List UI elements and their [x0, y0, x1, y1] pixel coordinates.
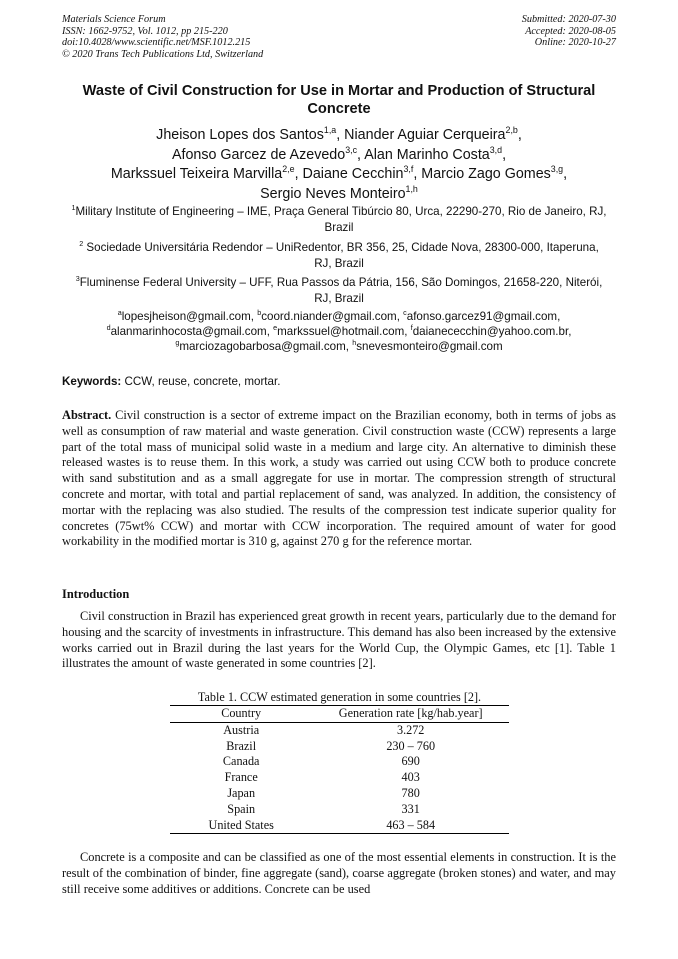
affiliation-number: 2	[79, 239, 84, 249]
author-affil-mark: 3,f	[403, 164, 414, 175]
author-affil-mark: 2,e	[282, 164, 295, 175]
email-link[interactable]: snevesmonteiro@gmail.com	[356, 340, 503, 353]
email-mark: a	[117, 308, 122, 318]
author-affil-mark: 3,d	[489, 144, 503, 155]
email-link[interactable]: afonso.garcez91@gmail.com	[406, 310, 558, 323]
keywords-label: Keywords:	[62, 375, 122, 388]
country-cell: Japan	[227, 785, 256, 800]
rate-cell: 780	[401, 785, 420, 800]
country-cell: Canada	[222, 754, 260, 769]
email-mark: g	[175, 338, 180, 348]
author-affil-mark: 3,c	[345, 144, 358, 155]
column-header: Country	[170, 706, 312, 723]
affiliation-number: 1	[71, 203, 76, 213]
submission-dates	[522, 14, 616, 49]
introduction-paragraph: Civil construction in Brazil has experienced great growth in recent years, particularly due to the demand for housing and the scarcity of investments in infrastructure. This demand has also been increased by the extensive works carried out in Brazil during the last years for the World Cup, the Olympic Games, etc [1]. Table 1 illustrates the amount of waste generated in some countries [2].	[62, 609, 616, 671]
email-link[interactable]: alanmarinhocosta@gmail.com	[110, 325, 267, 338]
author-affil-mark: 3,g	[550, 164, 564, 175]
paper-title: Waste of Civil Construction for Use in Mortar and Production of Structural Concrete	[82, 83, 596, 117]
author-name: Jheison Lopes dos Santos	[156, 127, 324, 143]
author-name: Sergio Neves Monteiro	[260, 185, 406, 202]
rate-cell: 463 – 584	[386, 817, 436, 832]
column-header: Generation rate [kg/hab.year]	[312, 706, 509, 723]
email-link[interactable]: coord.niander@gmail.com	[261, 310, 397, 323]
keywords	[62, 375, 616, 388]
email-mark: b	[257, 308, 262, 318]
country-cell: United States	[208, 817, 274, 832]
author-name: Niander Aguiar Cerqueira	[344, 127, 506, 143]
ccw-generation-table	[170, 705, 509, 834]
journal-info	[62, 14, 263, 60]
author-affil-mark: 1,a	[323, 125, 337, 136]
email-mark: d	[106, 323, 111, 333]
email-link[interactable]: daianececchin@yahoo.com.br	[412, 325, 569, 338]
doi-line: doi:10.4028/www.scientific.net/MSF.1012.215	[62, 37, 251, 49]
abstract	[62, 408, 616, 550]
email-mark: e	[273, 323, 278, 333]
abstract-text: Civil construction is a sector of extreme impact on the Brazilian economy, both in terms of jobs as well as consumption of raw material and waste generation. Civil construction waste (CCW) represents a large part of the total mass of municipal solid waste in a medium and large city. An alternative to diminish these released wastes is to reuse them. In this work, a study was carried out using CCW both to produce concrete with sand substitution and as a small aggregate for use in mortar. The compression strength of structural concrete and mortar, with total and partial replacement of sand, was analyzed. In addition, the consistency of mortar with the replacing was also studied. The results of the compression test indicate superior quality for concretes (75wt% CCW) and mortar with CCW incorporation. The required amount of water for good workability in the modified mortar is 310 g, against 270 g for the reference mortar.	[62, 408, 616, 549]
country-cell: Austria	[223, 722, 260, 737]
author-list: Jheison Lopes dos Santos$^{1,a}$, Niander Aguiar Cerqueira$^{2,b}$, Afonso Garcez de Azevedo$^{3,c}$, Alan Marinho Costa$^{3,d}$, Markssuel Teixeira Marvilla$^{2,e}$, Daiane Cecchin$^{3,f}$, Marcio Zago Gomes$^{3,g}$, Sergio Neves Monteiro$^{1,h}$	[110, 125, 568, 202]
accepted-date: Accepted: 2020-08-05	[525, 25, 616, 37]
online-date: Online: 2020-10-27	[534, 37, 616, 49]
email-link[interactable]: lopesjheison@gmail.com	[121, 310, 251, 323]
table-row	[170, 802, 509, 818]
email-mark: f	[410, 323, 413, 333]
table-row	[170, 818, 509, 834]
country-cell: Spain	[227, 801, 256, 816]
rate-cell: 403	[401, 770, 420, 785]
affiliation-text: Sociedade Universitária Redendor – UniRedentor, BR 356, 25, Cidade Nova, 28300-000, Itaperuna, RJ, Brazil	[83, 241, 599, 270]
table-row	[170, 739, 509, 755]
table-header-row	[170, 706, 509, 723]
table-row	[170, 770, 509, 786]
author-name: Daiane Cecchin	[302, 166, 404, 182]
author-name: Markssuel Teixeira Marvilla	[110, 166, 283, 182]
rate-cell: 230 – 760	[386, 738, 436, 753]
concrete-paragraph: Concrete is a composite and can be classified as one of the most essential elements in construction. It is the result of the combination of binder, fine aggregate (sand), coarse aggregate (broken stones) and water, and may still receive some additives or additions. Concrete can be used	[62, 850, 616, 896]
country-cell: Brazil	[226, 738, 257, 753]
rate-cell: 331	[401, 801, 420, 816]
introduction-heading: Introduction	[62, 587, 130, 601]
affiliation-number: 3	[75, 274, 80, 284]
table-caption: Table 1. CCW estimated generation in some countries [2].	[197, 690, 482, 704]
email-list: $^a$lopesjheison@gmail.com, $^b$coord.niander@gmail.com, $^c$afonso.garcez91@gmail.com, $^d$alanmarinhocosta@gmail.com, $^e$markssuel@hotmail.com, $^f$daianececchin@yahoo.com.br, $^g$marciozagobarbosa@gmail.com, $^h$snevesmonteiro@gmail.com	[106, 308, 572, 353]
copyright-line: © 2020 Trans Tech Publications Ltd, Switzerland	[62, 48, 264, 60]
author-affil-mark: 2,b	[505, 125, 518, 136]
rate-cell: 3.272	[396, 722, 425, 737]
table-row	[170, 754, 509, 770]
email-mark: c	[403, 308, 407, 318]
email-mark: h	[352, 338, 357, 348]
author-affil-mark: 1,h	[405, 183, 418, 194]
author-name: Alan Marinho Costa	[364, 146, 490, 163]
keywords-text: CCW, reuse, concrete, mortar.	[121, 375, 281, 388]
table-1	[170, 690, 509, 834]
table-row	[170, 722, 509, 738]
rate-cell: 690	[401, 754, 420, 769]
affiliation-2	[70, 240, 608, 272]
affiliation-text: Fluminense Federal University – UFF, Rua Passos da Pátria, 156, São Domingos, 21658-220, Niterói, RJ, Brazil	[79, 276, 603, 305]
author-name: Afonso Garcez de Azevedo	[171, 146, 346, 163]
submitted-date: Submitted: 2020-07-30	[521, 14, 616, 25]
affiliation-text: Military Institute of Engineering – IME, Praça General Tibúrcio 80, Urca, 22290-270, Rio de Janeiro, RJ, Brazil	[75, 205, 607, 234]
email-link[interactable]: marciozagobarbosa@gmail.com	[179, 340, 346, 353]
affiliation-3	[70, 275, 608, 307]
affiliation-1	[70, 204, 608, 236]
journal-name: Materials Science Forum	[62, 14, 166, 25]
table-row	[170, 786, 509, 802]
email-link[interactable]: markssuel@hotmail.com	[277, 325, 405, 338]
author-name: Marcio Zago Gomes	[421, 166, 551, 182]
abstract-label: Abstract.	[62, 408, 112, 422]
country-cell: France	[224, 770, 258, 785]
issn-line: ISSN: 1662-9752, Vol. 1012, pp 215-220	[62, 25, 228, 37]
